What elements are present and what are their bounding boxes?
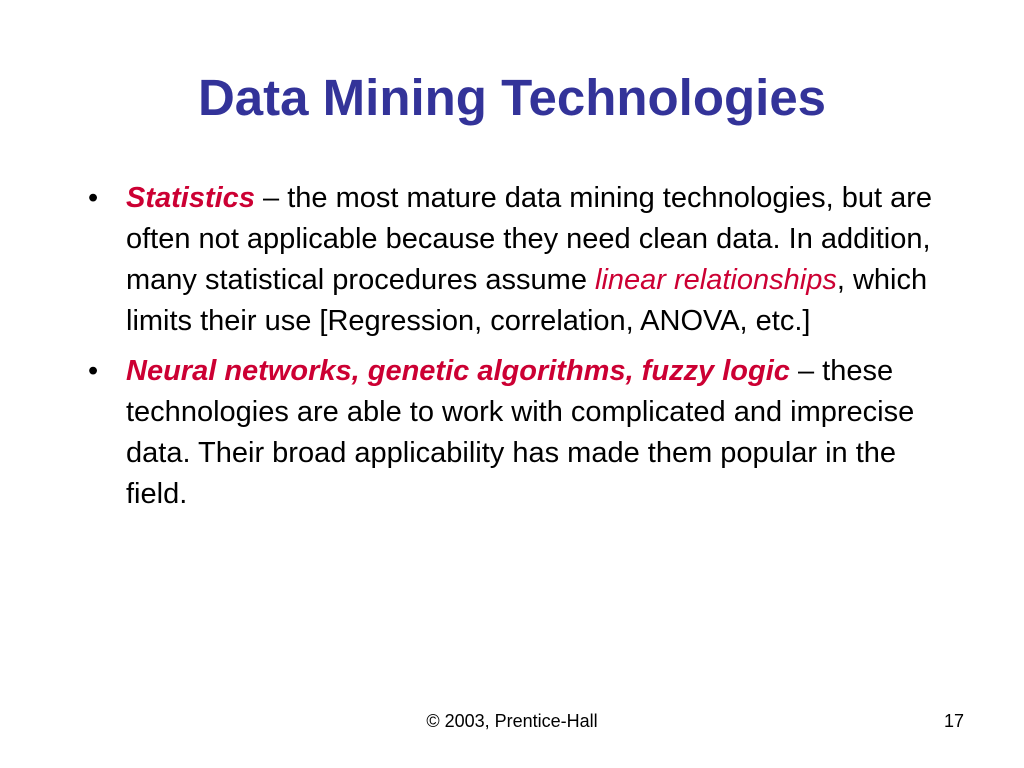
footer-copyright: © 2003, Prentice-Hall bbox=[426, 711, 598, 731]
bullet-lead: Statistics bbox=[126, 182, 255, 214]
bullet-emphasis: linear relationships bbox=[595, 264, 837, 296]
bullet-text: – the most mature data mining technologies, but are often not applicable because they need clean data. In addition, many statistical procedures assume bbox=[126, 182, 933, 296]
slide-title: Data Mining Technologies bbox=[197, 69, 827, 126]
bullet-item-statistics bbox=[88, 178, 946, 342]
bullet-icon: • bbox=[88, 182, 99, 214]
bullet-text: – these technologies are able to work with complicated and imprecise data. Their broad applicability has made them popular in the field. bbox=[126, 355, 915, 510]
bullet-list bbox=[88, 178, 946, 524]
bullet-text-continued: , which limits their use [Regression, correlation, ANOVA, etc.] bbox=[126, 264, 928, 337]
bullet-icon: • bbox=[88, 355, 99, 387]
bullet-item-neural-networks bbox=[88, 351, 946, 515]
bullet-lead: Neural networks, genetic algorithms, fuzzy logic bbox=[126, 355, 790, 387]
page-number: 17 bbox=[943, 711, 964, 731]
